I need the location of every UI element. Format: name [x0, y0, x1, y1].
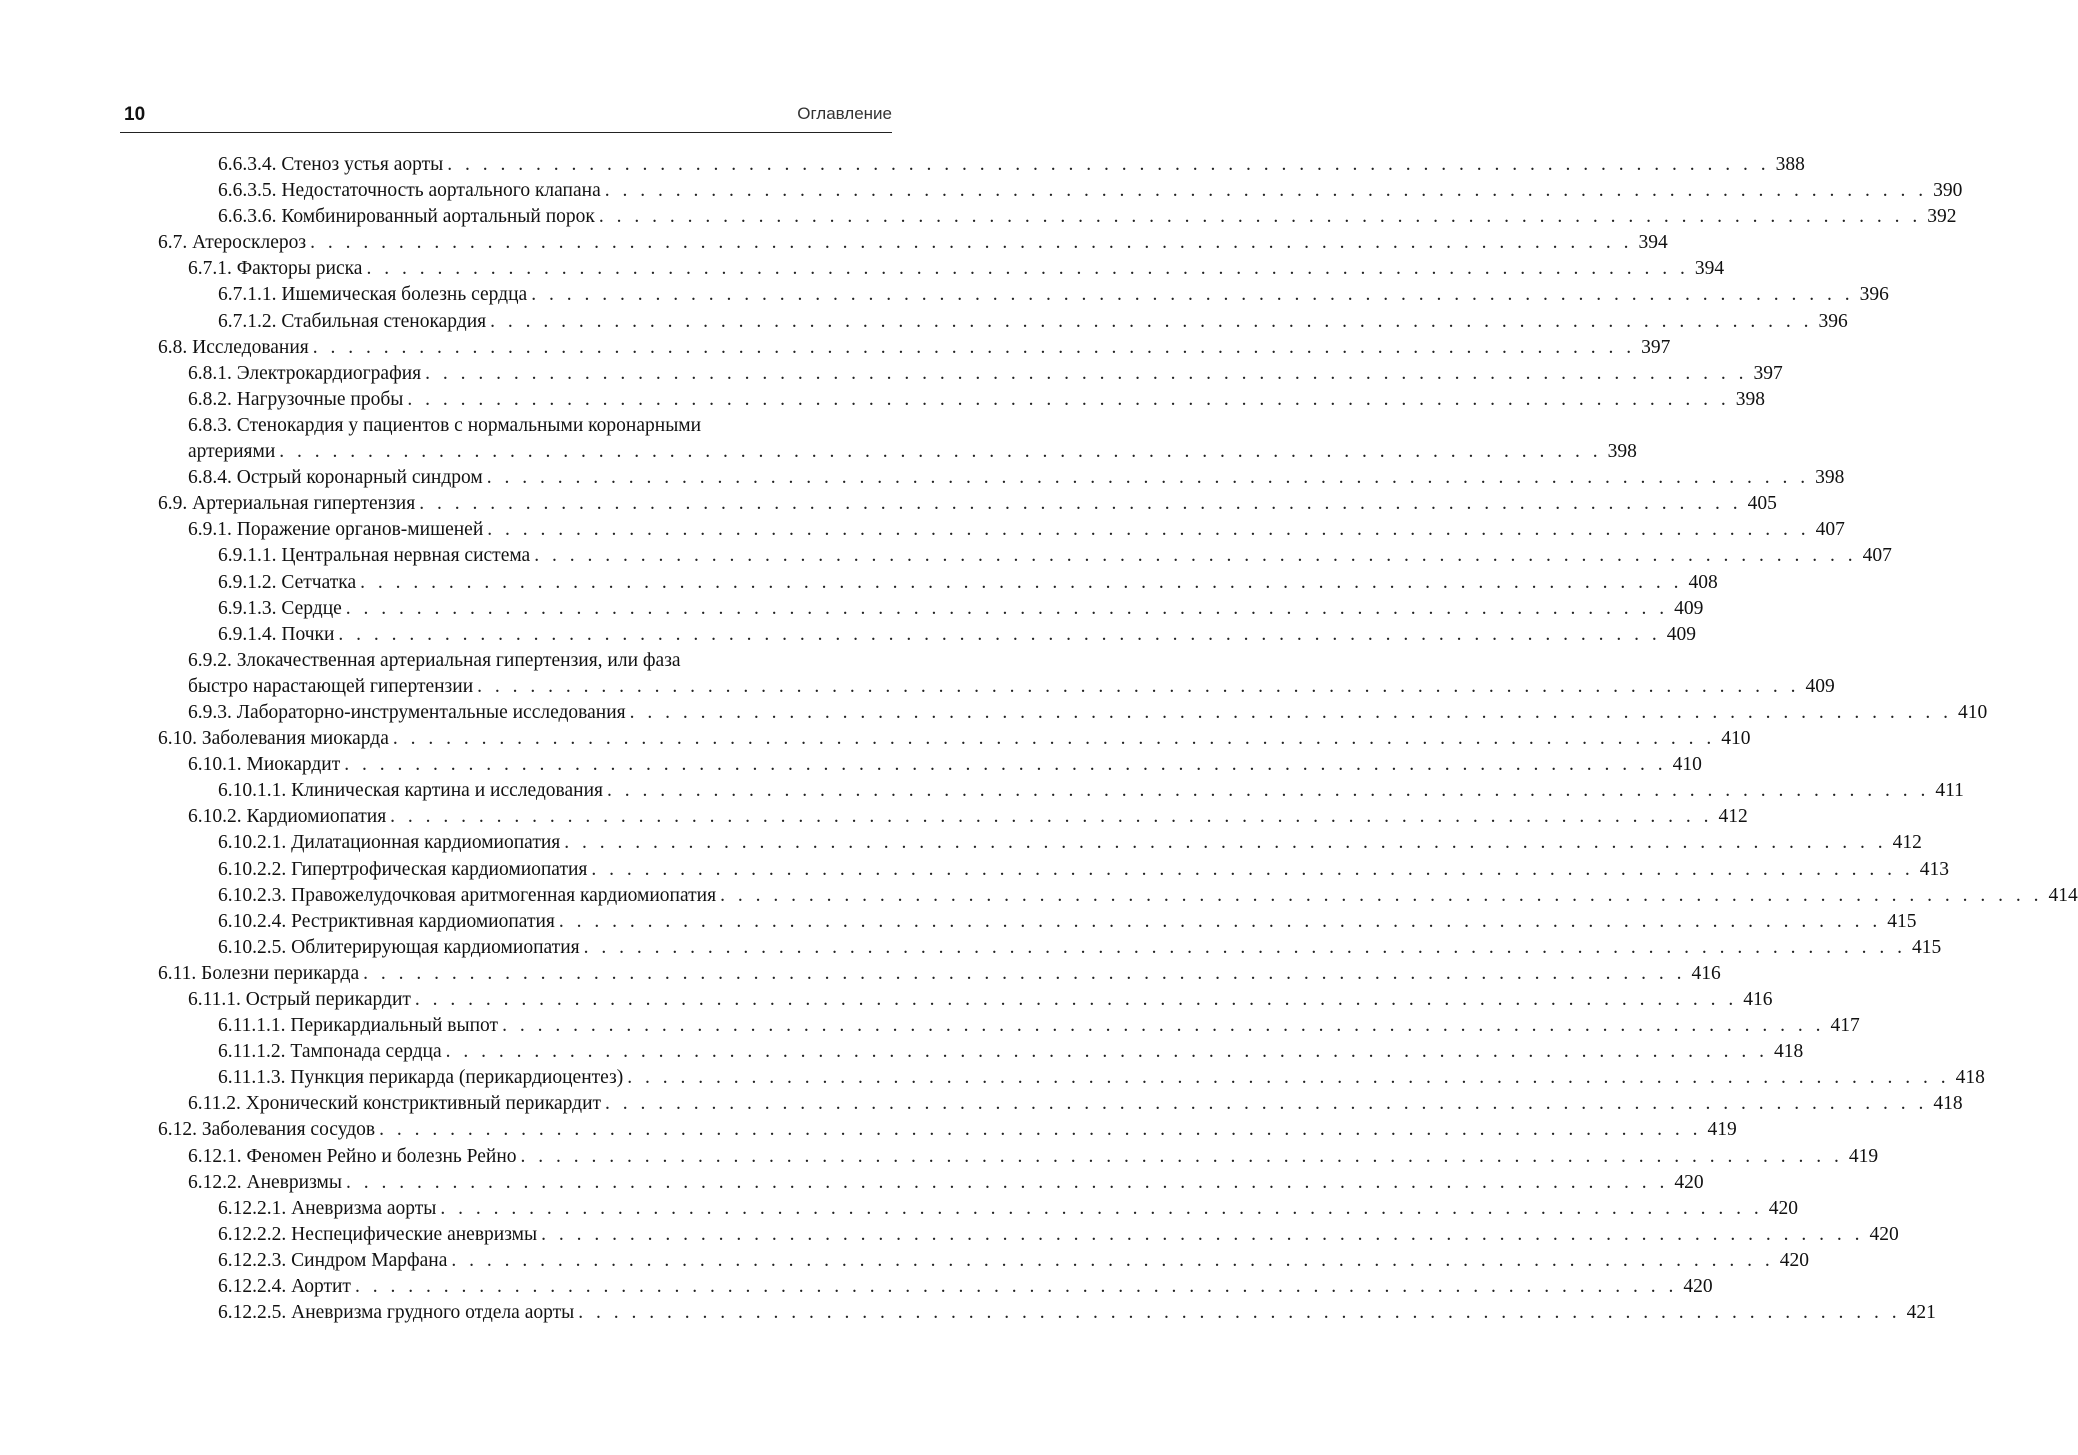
toc-entry-title: 6.11.1. Острый перикардит: [188, 989, 411, 1010]
toc-entry-page: 418: [1933, 1093, 1963, 1115]
toc-entry-title: 6.8.2. Нагрузочные пробы: [188, 388, 404, 410]
toc-entry-title: 6.12.2.1. Аневризма аорты: [218, 1197, 437, 1219]
toc-entry: [218, 1222, 1899, 1248]
toc-entry: [158, 335, 1671, 361]
page-header: [120, 104, 892, 133]
dot-leader: . . . . . . . . . . . . . . . . . . . . . . . . . . . . . . . . . . . . . . . . . . . . . . . . . . . . . . . . . . . . . . . . . . . . . . . . . . .: [360, 571, 1683, 593]
toc-entry-title: 6.10.2.5. Облитерирующая кардиомиопатия: [218, 936, 580, 958]
toc-entry-title: 6.6.3.4. Стеноз устья аорты: [218, 154, 444, 175]
dot-leader: . . . . . . . . . . . . . . . . . . . . . . . . . . . . . . . . . . . . . . . . . . . . . . . . . . . . . . . . . . . . . . . . . . . . . . . . . . .: [583, 936, 1906, 958]
toc-entry: [188, 361, 1783, 387]
toc-entry-page: 409: [1674, 597, 1704, 619]
toc-entry: [218, 622, 1697, 648]
toc-entry: [188, 987, 1773, 1013]
toc-entry-page: 397: [1641, 336, 1671, 358]
toc-entry: [158, 726, 1751, 752]
toc-entry-page: 420: [1768, 1197, 1799, 1219]
toc-entry-title: 6.12.2.4. Аортит: [218, 1276, 351, 1298]
toc-entry-title: 6.8. Исследования: [158, 336, 309, 358]
toc-entry-page: 396: [1818, 310, 1848, 332]
toc-entry-page: 398: [1607, 441, 1637, 463]
dot-leader: . . . . . . . . . . . . . . . . . . . . . . . . . . . . . . . . . . . . . . . . . . . . . . . . . . . . . . . . . . . . . . . . . . . . . . . . . . .: [490, 310, 1813, 332]
toc-entry: [218, 543, 1892, 569]
toc-entry-title: 6.10.2.1. Дилатационная кардиомиопатия: [218, 832, 561, 854]
toc-entry-title: 6.11.1.1. Перикардиальный выпот: [218, 1015, 499, 1037]
dot-leader: . . . . . . . . . . . . . . . . . . . . . . . . . . . . . . . . . . . . . . . . . . . . . . . . . . . . . . . . . . . . . . . . . . . . . . . . . . .: [419, 493, 1742, 515]
toc-entry: [218, 309, 1848, 335]
toc-entry-title: 6.6.3.5. Недостаточность аортального клапана: [218, 180, 601, 202]
toc-entry-page: 420: [1779, 1249, 1810, 1271]
toc-entry-title: 6.8.1. Электрокардиография: [188, 362, 422, 384]
toc-entry: [218, 909, 1917, 935]
toc-entry-title: 6.11.1.3. Пункция перикарда (перикардиоцентез): [218, 1067, 624, 1089]
dot-leader: . . . . . . . . . . . . . . . . . . . . . . . . . . . . . . . . . . . . . . . . . . . . . . . . . . . . . . . . . . . . . . . . . . . . . . . . . . .: [578, 1302, 1901, 1324]
toc-entry-title: 6.11.2. Хронический констриктивный перикардит: [188, 1093, 602, 1115]
toc-entry-page: 398: [1735, 388, 1766, 410]
dot-leader: . . . . . . . . . . . . . . . . . . . . . . . . . . . . . . . . . . . . . . . . . . . . . . . . . . . . . . . . . . . . . . . . . . . . . . . . . . .: [520, 1145, 1843, 1167]
toc-entry-page: 419: [1707, 1119, 1737, 1141]
dot-leader: . . . . . . . . . . . . . . . . . . . . . . . . . . . . . . . . . . . . . . . . . . . . . . . . . . . . . . . . . . . . . . . . . . . . . . . . . . .: [445, 1041, 1768, 1063]
toc-entry: [188, 387, 1766, 413]
toc-entry-page: 419: [1848, 1145, 1879, 1167]
running-head-title: Оглавление: [797, 104, 892, 123]
toc-entry: [188, 413, 1637, 465]
toc-entry-page: 413: [1919, 858, 1950, 880]
toc-entry: [218, 883, 2078, 909]
toc-entry-title: 6.12.2.5. Аневризма грудного отдела аорты: [218, 1302, 575, 1324]
toc-entry-title: 6.10.1.1. Клиническая картина и исследования: [218, 780, 604, 802]
toc-entry-title: 6.12.2.3. Синдром Марфана: [218, 1249, 448, 1271]
toc-entry: [218, 1248, 1810, 1274]
toc-entry-page: 418: [1955, 1067, 1985, 1089]
toc-entry-title: 6.12. Заболевания сосудов: [158, 1119, 376, 1141]
toc-entry-page: 408: [1688, 571, 1718, 593]
toc-entry: [188, 256, 1725, 282]
dot-leader: . . . . . . . . . . . . . . . . . . . . . . . . . . . . . . . . . . . . . . . . . . . . . . . . . . . . . . . . . . . . . . . . . . . . . . . . . . .: [564, 832, 1887, 854]
dot-leader: . . . . . . . . . . . . . . . . . . . . . . . . . . . . . . . . . . . . . . . . . . . . . . . . . . . . . . . . . . . . . . . . . . . . . . . . . . .: [379, 1119, 1702, 1141]
dot-leader: . . . . . . . . . . . . . . . . . . . . . . . . . . . . . . . . . . . . . . . . . . . . . . . . . . . . . . . . . . . . . . . . . . . . . . . . . . .: [312, 336, 1636, 358]
dot-leader: . . . . . . . . . . . . . . . . . . . . . . . . . . . . . . . . . . . . . . . . . . . . . . . . . . . . . . . . . . . . . . . . . . . . . . . . . . .: [558, 910, 1882, 932]
toc-entry: [188, 465, 1845, 491]
toc-entry-page: 411: [1935, 780, 1964, 802]
toc-entry: [218, 935, 1942, 961]
toc-entry-page: 409: [1805, 675, 1835, 697]
toc-entry-title: 6.9.1. Поражение органов-мишеней: [188, 519, 484, 541]
toc-entry: [188, 804, 1748, 830]
toc-entry: [188, 517, 1845, 543]
toc-entry-page: 420: [1869, 1223, 1899, 1245]
toc-entry-page: 398: [1815, 467, 1845, 489]
toc-entry: [218, 1300, 1936, 1326]
toc-entry-title: 6.9.1.3. Сердце: [218, 597, 342, 619]
toc-entry-page: 392: [1927, 206, 1957, 228]
dot-leader: . . . . . . . . . . . . . . . . . . . . . . . . . . . . . . . . . . . . . . . . . . . . . . . . . . . . . . . . . . . . . . . . . . . . . . . . . . .: [487, 519, 1810, 541]
toc-entry: [158, 230, 1668, 256]
dot-leader: . . . . . . . . . . . . . . . . . . . . . . . . . . . . . . . . . . . . . . . . . . . . . . . . . . . . . . . . . . . . . . . . . . . . . . . . . . .: [392, 728, 1716, 750]
toc-entry-page: 394: [1694, 258, 1725, 280]
toc-entry-title-continuation: артериями: [188, 441, 276, 463]
dot-leader: . . . . . . . . . . . . . . . . . . . . . . . . . . . . . . . . . . . . . . . . . . . . . . . . . . . . . . . . . . . . . . . . . . . . . . . . . . .: [407, 388, 1730, 410]
toc-entry-page: 410: [1672, 754, 1702, 776]
dot-leader: . . . . . . . . . . . . . . . . . . . . . . . . . . . . . . . . . . . . . . . . . . . . . . . . . . . . . . . . . . . . . . . . . . . . . . . . . . .: [451, 1249, 1774, 1271]
toc-entry-title: 6.7.1.1. Ишемическая болезнь сердца: [218, 284, 528, 306]
toc-entry: [158, 1117, 1737, 1143]
dot-leader: . . . . . . . . . . . . . . . . . . . . . . . . . . . . . . . . . . . . . . . . . . . . . . . . . . . . . . . . . . . . . . . . . . . . . . . . . . .: [366, 258, 1689, 280]
toc-entry-title-continuation: быстро нарастающей гипертензии: [188, 675, 474, 697]
toc-entry-title: 6.7.1.2. Стабильная стенокардия: [218, 310, 487, 332]
toc-entry-page: 405: [1747, 493, 1777, 515]
dot-leader: . . . . . . . . . . . . . . . . . . . . . . . . . . . . . . . . . . . . . . . . . . . . . . . . . . . . . . . . . . . . . . . . . . . . . . . . . . .: [440, 1197, 1763, 1219]
dot-leader: . . . . . . . . . . . . . . . . . . . . . . . . . . . . . . . . . . . . . . . . . . . . . . . . . . . . . . . . . . . . . . . . . . . . . . . . . . .: [414, 989, 1738, 1010]
toc-entry-title: 6.8.3. Стенокардия у пациентов с нормальными коронарными: [188, 414, 702, 436]
toc-entry-page: 407: [1815, 519, 1845, 541]
toc-entry-title: 6.12.2. Аневризмы: [188, 1171, 342, 1193]
toc-entry: [218, 1065, 1985, 1091]
toc-entry-title: 6.10.2. Кардиомиопатия: [188, 806, 387, 828]
dot-leader: . . . . . . . . . . . . . . . . . . . . . . . . . . . . . . . . . . . . . . . . . . . . . . . . . . . . . . . . . . . . . . . . . . . . . . . . . . .: [279, 441, 1602, 463]
toc-entry: [188, 700, 1988, 726]
toc-entry-page: 407: [1862, 545, 1892, 567]
toc-entry-title: 6.10. Заболевания миокарда: [158, 728, 389, 750]
toc-entry-title: 6.10.2.3. Правожелудочковая аритмогенная кардиомиопатия: [218, 884, 717, 906]
dot-leader: . . . . . . . . . . . . . . . . . . . . . . . . . . . . . . . . . . . . . . . . . . . . . . . . . . . . . . . . . . . . . . . . . . . . . . . . . . .: [607, 780, 1930, 802]
toc-entry-page: 416: [1743, 989, 1773, 1010]
toc-entry: [218, 778, 1964, 804]
toc-entry: [218, 857, 1950, 883]
toc-entry-page: 412: [1892, 832, 1922, 854]
toc-entry-title: 6.9.1.4. Почки: [218, 623, 335, 645]
dot-leader: . . . . . . . . . . . . . . . . . . . . . . . . . . . . . . . . . . . . . . . . . . . . . . . . . . . . . . . . . . . . . . . . . . . . . . . . . . .: [591, 858, 1914, 880]
dot-leader: . . . . . . . . . . . . . . . . . . . . . . . . . . . . . . . . . . . . . . . . . . . . . . . . . . . . . . . . . . . . . . . . . . . . . . . . . . .: [502, 1015, 1825, 1037]
dot-leader: . . . . . . . . . . . . . . . . . . . . . . . . . . . . . . . . . . . . . . . . . . . . . . . . . . . . . . . . . . . . . . . . . . . . . . . . . . .: [598, 206, 1922, 228]
toc-entry-title: 6.9.3. Лабораторно-инструментальные исследования: [188, 701, 626, 723]
toc-entry-page: 420: [1674, 1171, 1704, 1193]
dot-leader: . . . . . . . . . . . . . . . . . . . . . . . . . . . . . . . . . . . . . . . . . . . . . . . . . . . . . . . . . . . . . . . . . . . . . . . . . . .: [425, 362, 1748, 384]
toc-entry-title: 6.9.2. Злокачественная артериальная гипертензия, или фаза: [188, 649, 681, 671]
toc-entry-title: 6.7. Атеросклероз: [158, 232, 307, 254]
toc-entry-page: 415: [1887, 910, 1917, 932]
table-of-contents: [0, 152, 2078, 1326]
toc-entry-page: 414: [2048, 884, 2078, 906]
toc-entry-page: 416: [1691, 962, 1721, 984]
toc-entry-title: 6.10.2.4. Рестриктивная кардиомиопатия: [218, 910, 555, 932]
toc-entry: [218, 1196, 1799, 1222]
toc-entry-title: 6.10.2.2. Гипертрофическая кардиомиопатия: [218, 858, 588, 880]
toc-entry: [188, 1170, 1704, 1196]
toc-entry: [218, 1013, 1860, 1039]
toc-entry-title: 6.11. Болезни перикарда: [158, 962, 360, 984]
toc-entry-page: 397: [1753, 362, 1783, 384]
toc-entry: [218, 204, 1957, 230]
dot-leader: . . . . . . . . . . . . . . . . . . . . . . . . . . . . . . . . . . . . . . . . . . . . . . . . . . . . . . . . . . . . . . . . . . . . . . . . . . .: [720, 884, 2043, 906]
dot-leader: . . . . . . . . . . . . . . . . . . . . . . . . . . . . . . . . . . . . . . . . . . . . . . . . . . . . . . . . . . . . . . . . . . . . . . . . . . .: [345, 1171, 1669, 1193]
toc-entry-title: 6.12.2.2. Неспецифические аневризмы: [218, 1223, 538, 1245]
toc-entry: [218, 178, 1963, 204]
toc-entry: [188, 752, 1702, 778]
toc-entry-title: 6.10.1. Миокардит: [188, 754, 341, 776]
dot-leader: . . . . . . . . . . . . . . . . . . . . . . . . . . . . . . . . . . . . . . . . . . . . . . . . . . . . . . . . . . . . . . . . . . . . . . . . . . .: [531, 284, 1854, 306]
dot-leader: . . . . . . . . . . . . . . . . . . . . . . . . . . . . . . . . . . . . . . . . . . . . . . . . . . . . . . . . . . . . . . . . . . . . . . . . . . .: [604, 180, 1928, 202]
dot-leader: . . . . . . . . . . . . . . . . . . . . . . . . . . . . . . . . . . . . . . . . . . . . . . . . . . . . . . . . . . . . . . . . . . . . . . . . . . .: [390, 806, 1713, 828]
toc-entry-page: 394: [1638, 232, 1668, 254]
toc-entry-title: 6.9. Артериальная гипертензия: [158, 493, 416, 515]
toc-entry-page: 388: [1775, 154, 1805, 175]
toc-entry: [218, 830, 1922, 856]
toc-entry-page: 410: [1958, 701, 1988, 723]
toc-entry-page: 409: [1666, 623, 1697, 645]
toc-entry: [218, 596, 1704, 622]
toc-entry: [218, 1274, 1713, 1300]
page-number: 10: [124, 104, 146, 125]
dot-leader: . . . . . . . . . . . . . . . . . . . . . . . . . . . . . . . . . . . . . . . . . . . . . . . . . . . . . . . . . . . . . . . . . . . . . . . . . . .: [354, 1276, 1678, 1298]
toc-entry-title: 6.7.1. Факторы риска: [188, 258, 363, 280]
toc-entry-page: 415: [1911, 936, 1942, 958]
toc-entry: [218, 282, 1889, 308]
dot-leader: . . . . . . . . . . . . . . . . . . . . . . . . . . . . . . . . . . . . . . . . . . . . . . . . . . . . . . . . . . . . . . . . . . . . . . . . . . .: [486, 467, 1810, 489]
dot-leader: . . . . . . . . . . . . . . . . . . . . . . . . . . . . . . . . . . . . . . . . . . . . . . . . . . . . . . . . . . . . . . . . . . . . . . . . . . .: [627, 1067, 1950, 1089]
toc-entry-title: 6.8.4. Острый коронарный синдром: [188, 467, 483, 489]
toc-entry-title: 6.6.3.6. Комбинированный аортальный порок: [218, 206, 595, 228]
toc-entry: [158, 961, 1721, 987]
toc-entry: [188, 1091, 1963, 1117]
toc-entry-page: 418: [1773, 1041, 1804, 1063]
toc-entry: [218, 570, 1718, 596]
dot-leader: . . . . . . . . . . . . . . . . . . . . . . . . . . . . . . . . . . . . . . . . . . . . . . . . . . . . . . . . . . . . . . . . . . . . . . . . . . .: [310, 232, 1633, 254]
toc-entry-page: 410: [1721, 728, 1751, 750]
dot-leader: . . . . . . . . . . . . . . . . . . . . . . . . . . . . . . . . . . . . . . . . . . . . . . . . . . . . . . . . . . . . . . . . . . . . . . . . . . .: [447, 154, 1770, 175]
dot-leader: . . . . . . . . . . . . . . . . . . . . . . . . . . . . . . . . . . . . . . . . . . . . . . . . . . . . . . . . . . . . . . . . . . . . . . . . . . .: [344, 754, 1667, 776]
dot-leader: . . . . . . . . . . . . . . . . . . . . . . . . . . . . . . . . . . . . . . . . . . . . . . . . . . . . . . . . . . . . . . . . . . . . . . . . . . .: [477, 675, 1800, 697]
toc-entry-page: 420: [1683, 1276, 1713, 1298]
dot-leader: . . . . . . . . . . . . . . . . . . . . . . . . . . . . . . . . . . . . . . . . . . . . . . . . . . . . . . . . . . . . . . . . . . . . . . . . . . .: [338, 623, 1661, 645]
toc-entry: [188, 648, 1835, 700]
toc-entry-title: 6.9.1.2. Сетчатка: [218, 571, 357, 593]
dot-leader: . . . . . . . . . . . . . . . . . . . . . . . . . . . . . . . . . . . . . . . . . . . . . . . . . . . . . . . . . . . . . . . . . . . . . . . . . . .: [345, 597, 1669, 619]
toc-entry: [188, 1144, 1879, 1170]
toc-entry-page: 417: [1830, 1015, 1860, 1037]
dot-leader: . . . . . . . . . . . . . . . . . . . . . . . . . . . . . . . . . . . . . . . . . . . . . . . . . . . . . . . . . . . . . . . . . . . . . . . . . . .: [629, 701, 1952, 723]
dot-leader: . . . . . . . . . . . . . . . . . . . . . . . . . . . . . . . . . . . . . . . . . . . . . . . . . . . . . . . . . . . . . . . . . . . . . . . . . . .: [605, 1093, 1928, 1115]
dot-leader: . . . . . . . . . . . . . . . . . . . . . . . . . . . . . . . . . . . . . . . . . . . . . . . . . . . . . . . . . . . . . . . . . . . . . . . . . . .: [363, 962, 1686, 984]
toc-entry-page: 396: [1859, 284, 1889, 306]
toc-entry-page: 390: [1933, 180, 1963, 202]
toc-entry-title: 6.11.1.2. Тампонада сердца: [218, 1041, 442, 1063]
dot-leader: . . . . . . . . . . . . . . . . . . . . . . . . . . . . . . . . . . . . . . . . . . . . . . . . . . . . . . . . . . . . . . . . . . . . . . . . . . .: [534, 545, 1857, 567]
toc-entry: [218, 1039, 1804, 1065]
toc-entry-title: 6.9.1.1. Центральная нервная система: [218, 545, 531, 567]
dot-leader: . . . . . . . . . . . . . . . . . . . . . . . . . . . . . . . . . . . . . . . . . . . . . . . . . . . . . . . . . . . . . . . . . . . . . . . . . . .: [541, 1223, 1864, 1245]
toc-entry-page: 412: [1718, 806, 1748, 828]
toc-entry-title: 6.12.1. Феномен Рейно и болезнь Рейно: [188, 1145, 517, 1167]
toc-entry: [218, 152, 1805, 178]
toc-entry: [158, 491, 1777, 517]
toc-entry-page: 421: [1906, 1302, 1936, 1324]
